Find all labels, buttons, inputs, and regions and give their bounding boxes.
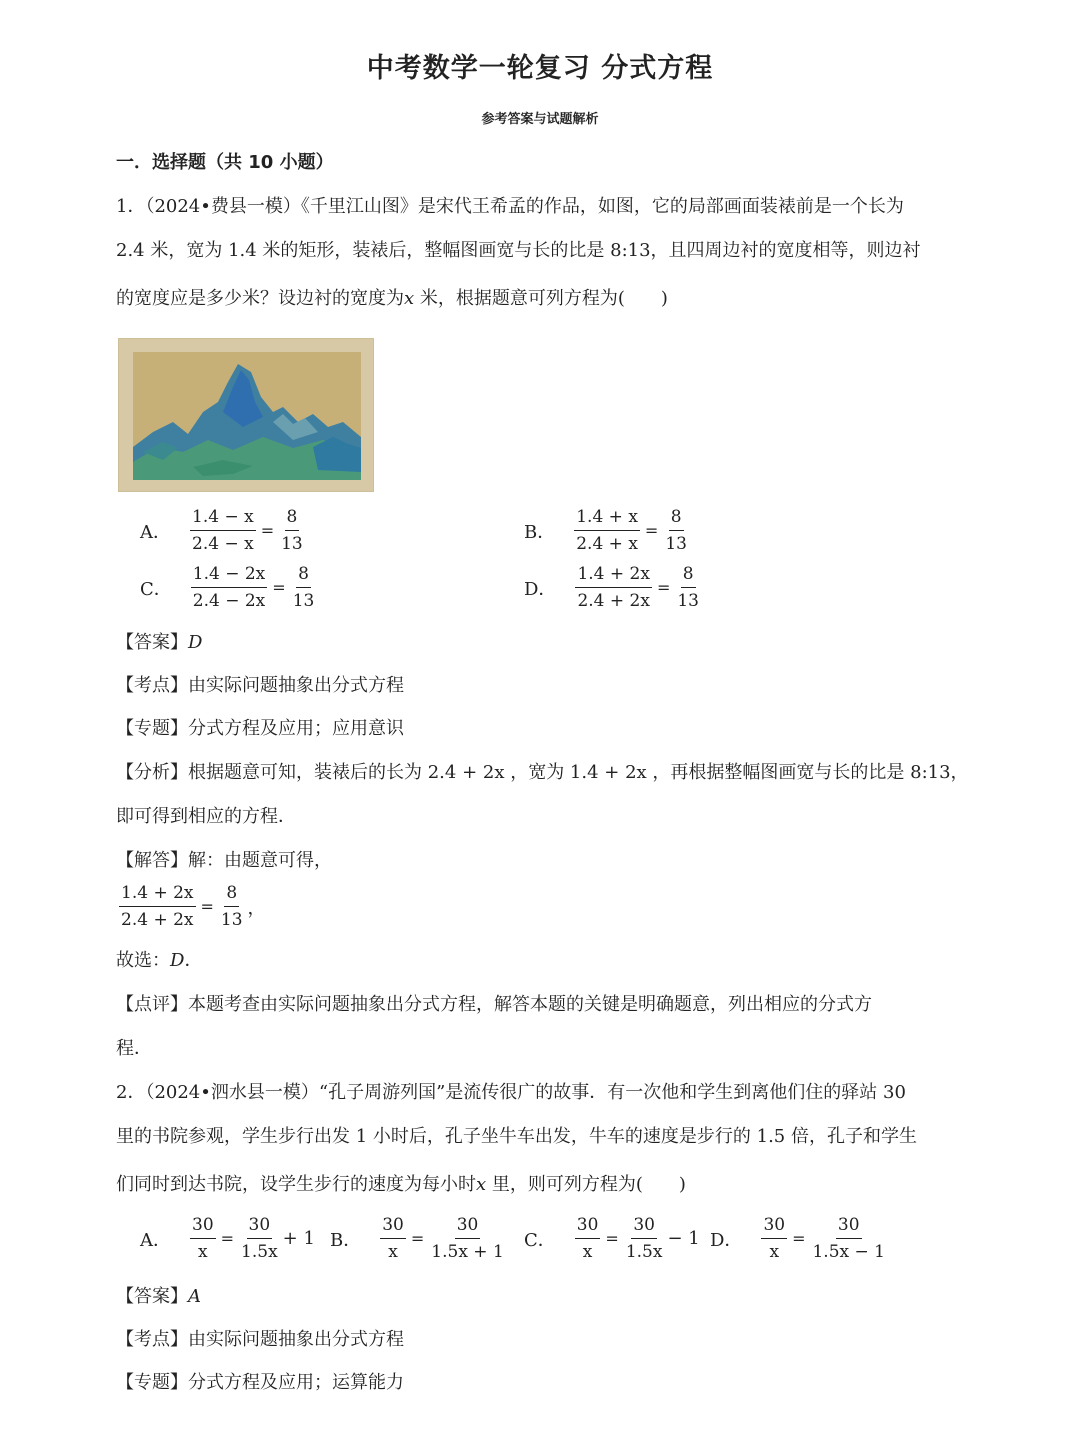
- q2-option-d[interactable]: D． $\frac{30}{x}$ = $\frac{30}{1.5x - 1}$: [710, 1215, 885, 1262]
- q2-line3: 们同时到达书院，设学生步行的速度为每小时x 里，则可列方程为( ): [116, 1174, 686, 1195]
- q1-line2: 2.4 米，宽为 1.4 米的矩形，装裱后，整幅图画宽与长的比是 8:13，且四周边衬的宽度相等，则边衬: [116, 240, 921, 261]
- landscape-illustration: [133, 352, 361, 480]
- q1-zhuanti: 【专题】分式方程及应用；应用意识: [116, 718, 404, 739]
- q1-dianping-2: 程．: [116, 1038, 152, 1059]
- q1-option-d[interactable]: D． $\frac{1.4 + 2x}{2.4 + 2x}$ = $\frac{8}{13}$: [524, 564, 699, 611]
- q2-option-a[interactable]: A． $\frac{30}{x}$ = $\frac{30}{1.5x}$ + 1: [140, 1215, 315, 1262]
- q1-answer: 【答案】D: [116, 632, 203, 653]
- q2-option-c[interactable]: C． $\frac{30}{x}$ = $\frac{30}{1.5x}$ − 1: [524, 1215, 700, 1262]
- q1-dianping: 【点评】本题考查由实际问题抽象出分式方程，解答本题的关键是明确题意，列出相应的分式方: [116, 994, 872, 1015]
- q1-solution-equation: $\frac{1.4 + 2x}{2.4 + 2x}$ = $\frac{8}{13}$ ，: [121, 883, 266, 930]
- q1-option-a[interactable]: A． $\frac{1.4 - x}{2.4 - x}$ = $\frac{8}{13}$: [140, 507, 303, 554]
- q1-guxuan: 故选：D．: [116, 950, 203, 971]
- q1-line1: 1．（2024•费县一模）《千里江山图》是宋代王希孟的作品，如图，它的局部画面装裱前是一个长为: [116, 196, 904, 217]
- q1-kaodian: 【考点】由实际问题抽象出分式方程: [116, 675, 404, 696]
- painting-image: [118, 338, 374, 492]
- q2-option-b[interactable]: B． $\frac{30}{x}$ = $\frac{30}{1.5x + 1}$: [330, 1215, 504, 1262]
- page-title: 中考数学一轮复习 分式方程: [366, 53, 714, 84]
- q1-fenxi-2: 即可得到相应的方程．: [116, 806, 296, 827]
- q2-line1: 2．（2024•泗水县一模）“孔子周游列国”是流传很广的故事．有一次他和学生到离他们住的驿站 30: [116, 1082, 906, 1103]
- q2-answer: 【答案】A: [116, 1286, 201, 1307]
- q1-option-b[interactable]: B． $\frac{1.4 + x}{2.4 + x}$ = $\frac{8}{13}$: [524, 507, 687, 554]
- q1-line3: 的宽度应是多少米？设边衬的宽度为x 米，根据题意可列方程为( ): [116, 288, 668, 309]
- q1-fenxi: 【分析】根据题意可知，装裱后的长为 2.4 + 2x ，宽为 1.4 + 2x ，再根据整幅图画宽与长的比是 8:13，: [116, 762, 969, 783]
- q2-zhuanti: 【专题】分式方程及应用；运算能力: [116, 1372, 404, 1393]
- q1-jieda: 【解答】解：由题意可得，: [116, 850, 332, 871]
- q1-option-c[interactable]: C． $\frac{1.4 - 2x}{2.4 - 2x}$ = $\frac{8}{13}$: [140, 564, 315, 611]
- q2-kaodian: 【考点】由实际问题抽象出分式方程: [116, 1329, 404, 1350]
- section-heading: 一．选择题（共 10 小题）: [116, 152, 334, 173]
- q2-line2: 里的书院参观，学生步行出发 1 小时后，孔子坐牛车出发，牛车的速度是步行的 1.5 倍，孔子和学生: [116, 1126, 917, 1147]
- page-subtitle: 参考答案与试题解析: [481, 112, 599, 127]
